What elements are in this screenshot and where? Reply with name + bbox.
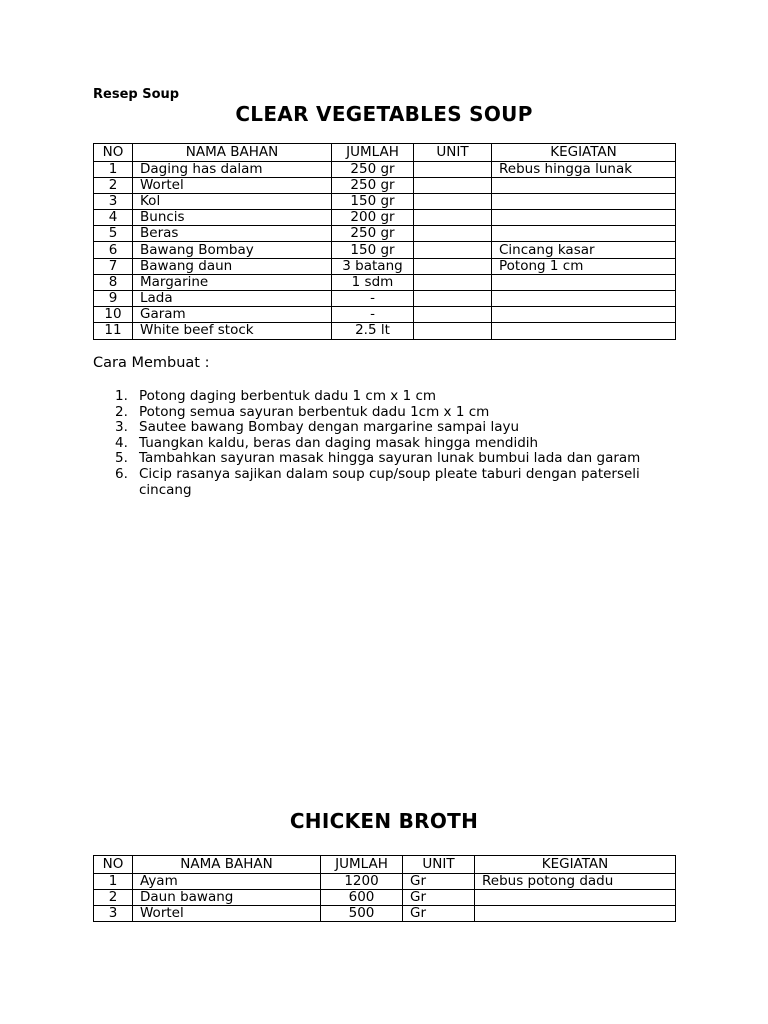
cell-nama-bahan: Margarine (133, 274, 332, 290)
header-nama-bahan: NAMA BAHAN (133, 856, 321, 874)
cell-nama-bahan: Buncis (133, 210, 332, 226)
list-item (93, 420, 693, 436)
cell-no: 9 (94, 291, 133, 307)
header-nama-bahan: NAMA BAHAN (133, 144, 332, 162)
step-number: 3. (115, 419, 128, 436)
list-item (93, 451, 693, 467)
cell-no: 6 (94, 242, 133, 258)
cell-nama-bahan: White beef stock (133, 323, 332, 339)
cell-kegiatan: Rebus potong dadu (475, 873, 676, 889)
header-no: NO (94, 856, 133, 874)
step-text: Tambahkan sayuran masak hingga sayuran lunak bumbui lada dan garam (139, 450, 641, 467)
cell-nama-bahan: Bawang Bombay (133, 242, 332, 258)
cell-no: 1 (94, 873, 133, 889)
header-unit: UNIT (403, 856, 475, 874)
cell-unit (414, 161, 492, 177)
cell-no: 8 (94, 274, 133, 290)
table-row (94, 258, 676, 274)
table-row (94, 889, 676, 905)
cell-nama-bahan: Lada (133, 291, 332, 307)
list-item (93, 389, 693, 405)
step-text: Potong semua sayuran berbentuk dadu 1cm x 1 cm (139, 403, 490, 420)
cell-nama-bahan: Bawang daun (133, 258, 332, 274)
cell-no: 3 (94, 905, 133, 921)
header-kegiatan: KEGIATAN (475, 856, 676, 874)
method-steps-list (93, 389, 693, 498)
cell-unit (414, 177, 492, 193)
cell-no: 11 (94, 323, 133, 339)
cell-jumlah: 250 gr (332, 161, 414, 177)
cell-jumlah: 250 gr (332, 177, 414, 193)
cell-jumlah: 250 gr (332, 226, 414, 242)
cell-no: 10 (94, 307, 133, 323)
document-label: Resep Soup (93, 87, 180, 102)
cell-unit (414, 258, 492, 274)
step-text: Cicip rasanya sajikan dalam soup cup/soup pleate taburi dengan paterseli cincang (139, 465, 640, 498)
table-row (94, 242, 676, 258)
header-kegiatan: KEGIATAN (492, 144, 676, 162)
cell-jumlah: 600 (321, 889, 403, 905)
recipe-title: CLEAR VEGETABLES SOUP (235, 102, 533, 126)
table-row (94, 161, 676, 177)
cell-kegiatan (492, 291, 676, 307)
table-row (94, 210, 676, 226)
cell-unit (414, 226, 492, 242)
cell-jumlah: 1 sdm (332, 274, 414, 290)
cell-unit (414, 193, 492, 209)
cell-jumlah: 150 gr (332, 242, 414, 258)
cell-unit (414, 323, 492, 339)
table-header-row (94, 144, 676, 162)
header-no: NO (94, 144, 133, 162)
cell-nama-bahan: Ayam (133, 873, 321, 889)
cell-jumlah: 500 (321, 905, 403, 921)
cell-nama-bahan: Wortel (133, 177, 332, 193)
cell-unit (414, 291, 492, 307)
cell-jumlah: 200 gr (332, 210, 414, 226)
step-number: 4. (115, 434, 128, 451)
method-heading: Cara Membuat : (93, 355, 210, 371)
table-row (94, 177, 676, 193)
recipe-title: CHICKEN BROTH (289, 809, 479, 833)
table-header-row (94, 856, 676, 874)
cell-unit (414, 307, 492, 323)
step-text: Potong daging berbentuk dadu 1 cm x 1 cm (139, 388, 437, 404)
cell-jumlah: 2.5 lt (332, 323, 414, 339)
list-item (93, 405, 693, 421)
table-row (94, 323, 676, 339)
list-item (93, 467, 693, 498)
cell-no: 2 (94, 889, 133, 905)
list-item (93, 436, 693, 452)
step-text: Tuangkan kaldu, beras dan daging masak hingga mendidih (139, 434, 539, 451)
cell-no: 7 (94, 258, 133, 274)
cell-kegiatan (492, 323, 676, 339)
step-number: 5. (115, 450, 128, 467)
cell-kegiatan (492, 307, 676, 323)
cell-nama-bahan: Daun bawang (133, 889, 321, 905)
table-row (94, 291, 676, 307)
cell-nama-bahan: Garam (133, 307, 332, 323)
table-row (94, 274, 676, 290)
table-row (94, 193, 676, 209)
cell-unit: Gr (403, 889, 475, 905)
cell-kegiatan (492, 193, 676, 209)
cell-jumlah: 3 batang (332, 258, 414, 274)
header-jumlah: JUMLAH (332, 144, 414, 162)
header-jumlah: JUMLAH (321, 856, 403, 874)
cell-unit (414, 242, 492, 258)
table-row (94, 226, 676, 242)
cell-kegiatan (475, 889, 676, 905)
cell-kegiatan (492, 226, 676, 242)
step-number: 1. (115, 388, 128, 404)
cell-jumlah: 1200 (321, 873, 403, 889)
cell-jumlah: - (332, 291, 414, 307)
step-text: Sautee bawang Bombay dengan margarine sampai layu (139, 419, 520, 436)
cell-nama-bahan: Kol (133, 193, 332, 209)
cell-kegiatan: Cincang kasar (492, 242, 676, 258)
cell-no: 1 (94, 161, 133, 177)
cell-kegiatan (475, 905, 676, 921)
cell-kegiatan: Rebus hingga lunak (492, 161, 676, 177)
table-row (94, 307, 676, 323)
cell-no: 3 (94, 193, 133, 209)
table-row (94, 905, 676, 921)
cell-nama-bahan: Beras (133, 226, 332, 242)
cell-no: 4 (94, 210, 133, 226)
cell-kegiatan (492, 177, 676, 193)
table-row (94, 873, 676, 889)
cell-jumlah: 150 gr (332, 193, 414, 209)
cell-unit: Gr (403, 905, 475, 921)
step-number: 6. (115, 465, 128, 482)
ingredients-table (93, 143, 676, 340)
cell-no: 2 (94, 177, 133, 193)
cell-no: 5 (94, 226, 133, 242)
cell-jumlah: - (332, 307, 414, 323)
cell-nama-bahan: Daging has dalam (133, 161, 332, 177)
cell-unit: Gr (403, 873, 475, 889)
ingredients-table (93, 855, 676, 922)
cell-kegiatan (492, 274, 676, 290)
cell-nama-bahan: Wortel (133, 905, 321, 921)
cell-unit (414, 274, 492, 290)
header-unit: UNIT (414, 144, 492, 162)
step-number: 2. (115, 403, 128, 420)
cell-unit (414, 210, 492, 226)
cell-kegiatan (492, 210, 676, 226)
cell-kegiatan: Potong 1 cm (492, 258, 676, 274)
